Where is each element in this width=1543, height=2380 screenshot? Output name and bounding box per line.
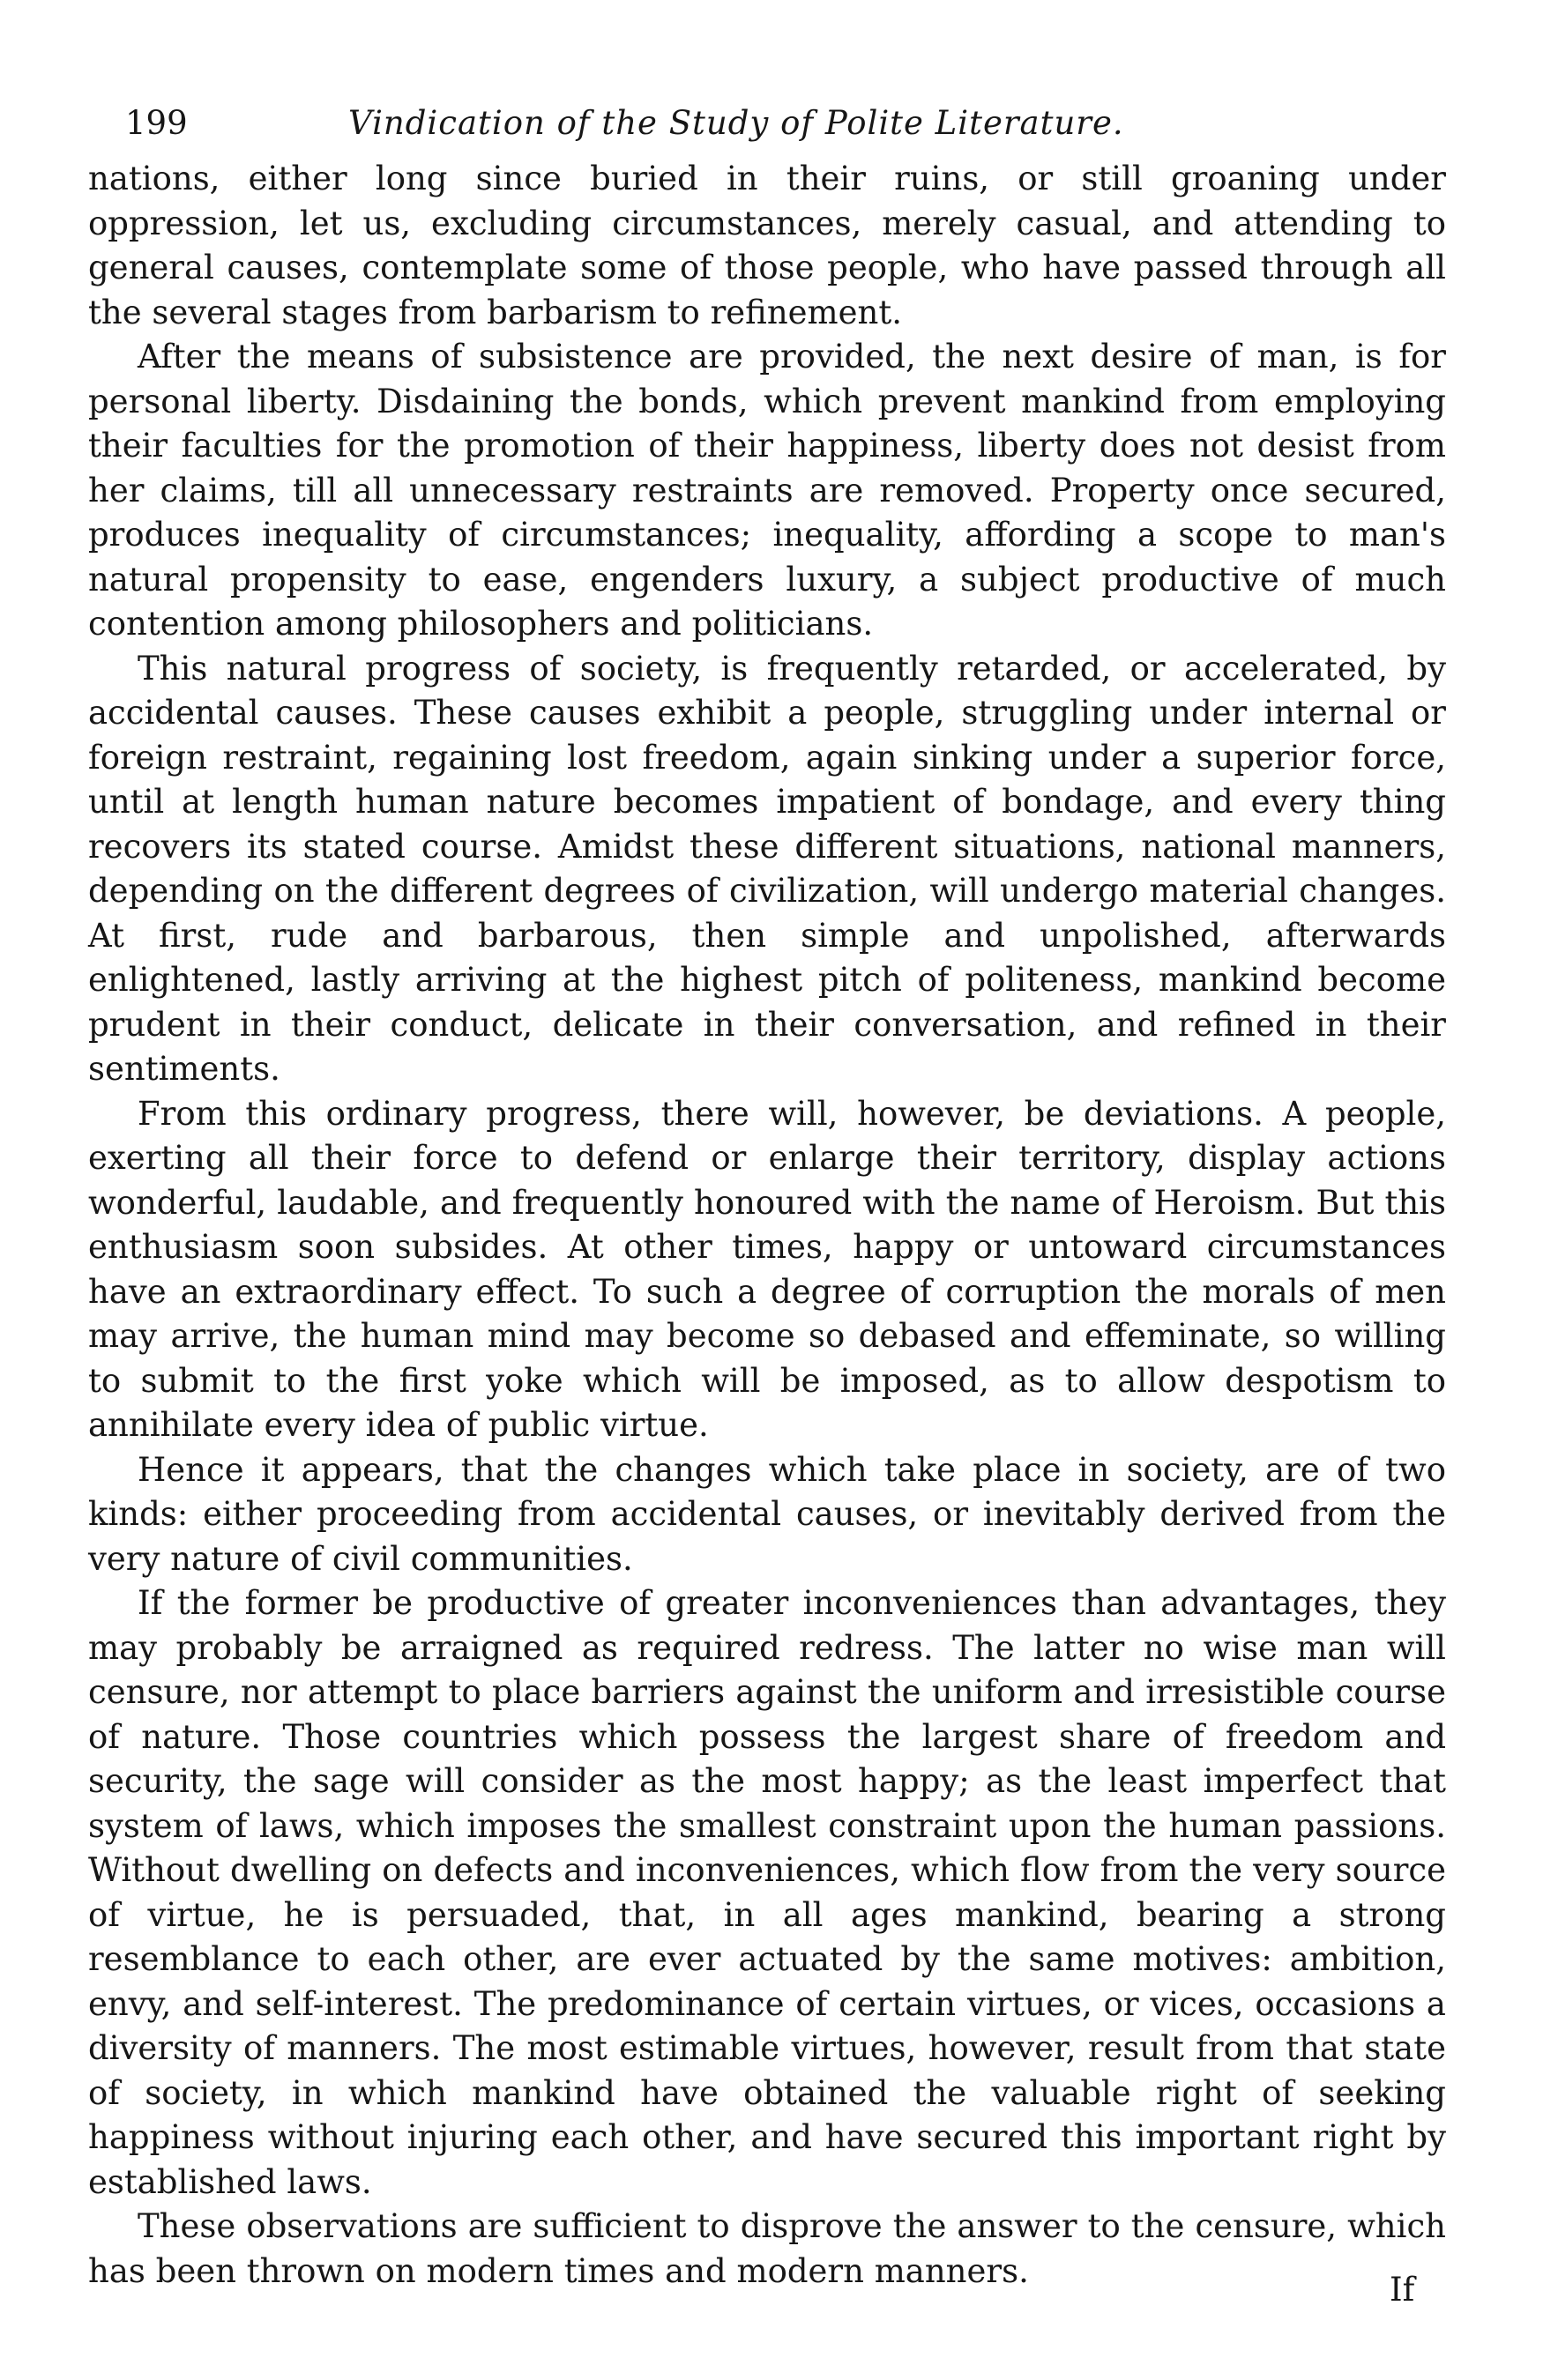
- running-head: [88, 97, 1446, 150]
- paragraph-7: These observations are sufficient to disprove the answer to the censure, which has been thrown on modern times and modern manners.: [88, 2207, 1446, 2290]
- paragraph-2: After the means of subsistence are provided, the next desire of man, is for personal liberty. Disdaining the bonds, which prevent mankind from employing their faculties for the promotion of their happiness, liberty does not desist from her claims, till all unnecessary restraints are removed. Property once secured, produces inequality of circumstances; inequality, affording a scope to man's natural propensity to ease, engenders luxury, a subject productive of much contention among philosophers and politicians.: [88, 338, 1446, 643]
- paragraph-3: This natural progress of society, is frequently retarded, or accelerated, by accidental causes. These causes exhibit a people, struggling under internal or foreign restraint, regaining lost freedom, again sinking under a superior force, until at length human nature becomes impatient of bondage, and every thing recovers its stated course. Amidst these different situations, national manners, depending on the different degrees of civilization, will undergo material changes. At first, rude and barbarous, then simple and unpolished, afterwards enlightened, lastly arriving at the highest pitch of politeness, mankind become prudent in their conduct, delicate in their conversation, and refined in their sentiments.: [88, 649, 1446, 1088]
- catchword: If: [1390, 2271, 1415, 2309]
- paragraph-1: nations, either long since buried in their ruins, or still groaning under oppression, let us, excluding circumstances, merely casual, and attending to general causes, contemplate some of those people, who have passed through all the several stages from barbarism to refinement.: [88, 160, 1446, 331]
- page-number: 199: [125, 104, 188, 142]
- book-page: [88, 97, 1446, 2294]
- paragraph-5: Hence it appears, that the changes which take place in society, are of two kinds: either proceeding from accidental causes, or inevitably derived from the very nature of civil communities.: [88, 1450, 1446, 1578]
- running-title: Vindication of the Study of Polite Literature.: [348, 104, 1124, 142]
- body-text: [88, 157, 1446, 2294]
- paragraph-6: If the former be productive of greater inconveniences than advantages, they may probably be arraigned as required redress. The latter no wise man will censure, nor attempt to place barriers against the uniform and irresistible course of nature. Those countries which possess the largest share of freedom and security, the sage will consider as the most happy; as the least imperfect that system of laws, which imposes the smallest constraint upon the human passions. Without dwelling on defects and inconveniences, which flow from the very source of virtue, he is persuaded, that, in all ages mankind, bearing a strong resemblance to each other, are ever actuated by the same motives: ambition, envy, and self-interest. The predominance of certain virtues, or vices, occasions a diversity of manners. The most estimable virtues, however, result from that state of society, in which mankind have obtained the valuable right of seeking happiness without injuring each other, and have secured this important right by established laws.: [88, 1584, 1446, 2201]
- paragraph-4: From this ordinary progress, there will, however, be deviations. A people, exerting all their force to defend or enlarge their territory, display actions wonderful, laudable, and frequently honoured with the name of Heroism. But this enthusiasm soon subsides. At other times, happy or untoward circumstances have an extraordinary effect. To such a degree of corruption the morals of men may arrive, the human mind may become so debased and effeminate, so willing to submit to the first yoke which will be imposed, as to allow despotism to annihilate every idea of public virtue.: [88, 1094, 1446, 1444]
